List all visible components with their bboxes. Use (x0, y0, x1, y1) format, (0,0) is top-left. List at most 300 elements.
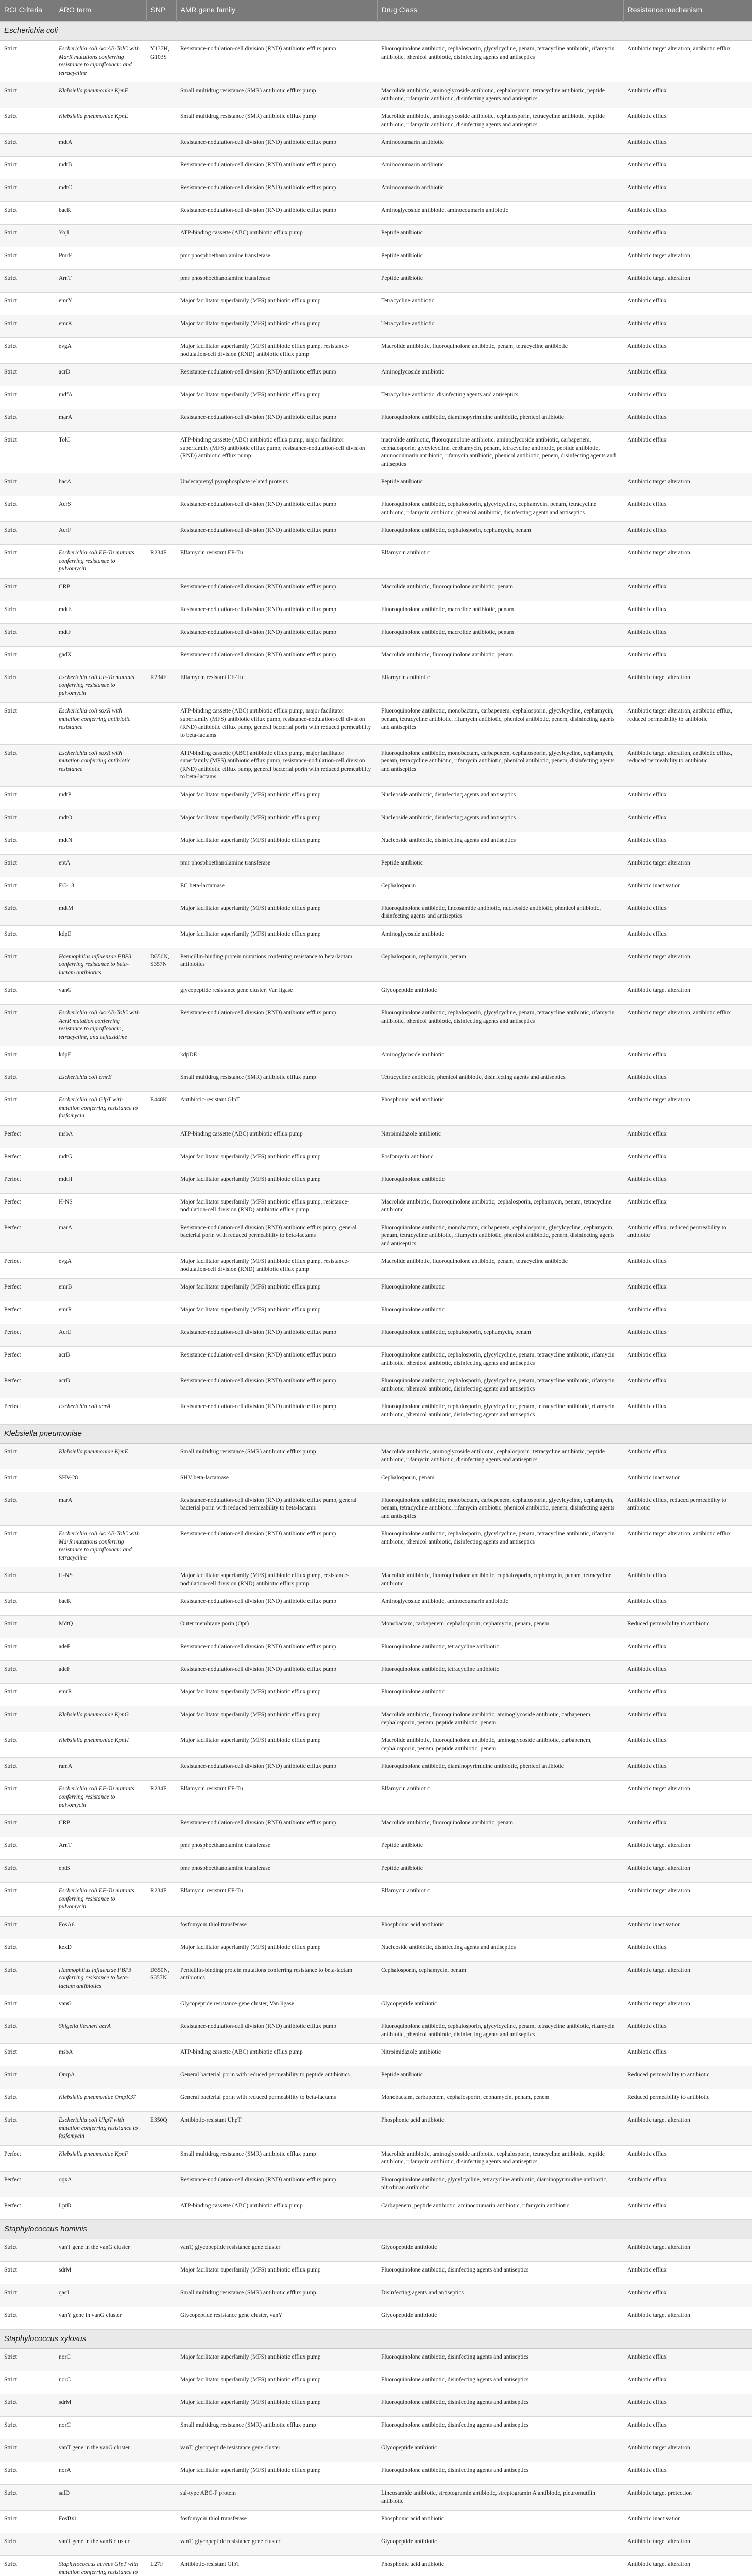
drug-class-cell: Aminocoumarin antibiotic (377, 179, 623, 202)
snp-cell (146, 1758, 176, 1781)
aro-term-cell: Escherichia coli EF-Tu mutants conferring resistance to pulvomycin (55, 545, 146, 579)
table-row (0, 522, 752, 545)
aro-term-cell: Shigella flexneri acrA (55, 2018, 146, 2044)
aro-term-cell: Klebsiella pneumoniae KpnE (55, 108, 146, 134)
drug-class-cell: Nucleoside antibiotic, disinfecting agents and antiseptics (377, 809, 623, 832)
aro-term-cell: acrB (55, 1347, 146, 1372)
table-row (0, 2485, 752, 2511)
snp-cell (146, 2284, 176, 2307)
snp-cell (146, 1171, 176, 1193)
snp-cell (146, 646, 176, 669)
resistance-mechanism-cell: Antibiotic efflux (623, 601, 752, 623)
snp-cell (146, 1815, 176, 1837)
aro-term-cell: kdpE (55, 1046, 146, 1069)
rgi-criteria-cell: Strict (0, 2533, 55, 2556)
rgi-criteria-cell: Perfect (0, 1324, 55, 1347)
table-row (0, 409, 752, 432)
resistance-mechanism-cell: Antibiotic efflux (623, 832, 752, 854)
resistance-mechanism-cell: Antibiotic target alteration (623, 270, 752, 293)
table-row (0, 809, 752, 832)
snp-cell (146, 2018, 176, 2044)
aro-term-cell: FosA6 (55, 1916, 146, 1939)
drug-class-cell: Fluoroquinolone antibiotic, cephalosporin, glycylcycline, cephamycin, penam, tetracycline antibiotic, rifamycin antibiotic, phenicol antibiotic, disinfecting agents and antiseptics (377, 496, 623, 522)
drug-class-cell: Glycopeptide antibiotic (377, 2239, 623, 2262)
amr-gene-family-cell: Elfamycin resistant EF-Tu (176, 1781, 377, 1815)
amr-gene-family-cell: Major facilitator superfamily (MFS) antibiotic efflux pump (176, 786, 377, 809)
amr-gene-family-cell: pmr phosphoethanolamine transferase (176, 854, 377, 877)
snp-cell: E350Q (146, 2112, 176, 2146)
drug-class-cell: Elfamycin antibiotic (377, 669, 623, 703)
drug-class-cell: Carbapenem, peptide antibiotic, aminocoumarin antibiotic, rifamycin antibiotic (377, 2197, 623, 2219)
aro-term-cell: Klebsiella pneumoniae KpnH (55, 1732, 146, 1758)
aro-term-cell: mdtN (55, 832, 146, 854)
amr-gene-family-cell: Major facilitator superfamily (MFS) antibiotic efflux pump (176, 1939, 377, 1961)
amr-gene-family-cell: Resistance-nodulation-cell division (RND) antibiotic efflux pump (176, 179, 377, 202)
resistance-mechanism-cell: Antibiotic efflux (623, 578, 752, 601)
snp-cell (146, 134, 176, 157)
snp-cell (146, 247, 176, 270)
table-row (0, 545, 752, 579)
drug-class-cell: Cephalosporin (377, 877, 623, 900)
rgi-criteria-cell: Strict (0, 669, 55, 703)
aro-term-cell: sdrM (55, 2262, 146, 2284)
table-row (0, 1732, 752, 1758)
aro-term-cell: ArnT (55, 1837, 146, 1860)
table-row (0, 2066, 752, 2089)
resistance-mechanism-cell: Antibiotic efflux (623, 108, 752, 134)
drug-class-cell: Macrolide antibiotic, fluoroquinolone antibiotic, penam (377, 1815, 623, 1837)
resistance-mechanism-cell: Antibiotic efflux (623, 1069, 752, 1092)
rgi-criteria-cell: Strict (0, 1492, 55, 1526)
aro-term-cell: Escherichia coli AcrAB-TolC with MarR mutations conferring resistance to ciprofloxacin and tetracycline (55, 1526, 146, 1567)
rgi-criteria-cell: Strict (0, 179, 55, 202)
amr-gene-family-cell: vanT, glycopeptide resistance gene cluster (176, 2439, 377, 2462)
resistance-mechanism-cell: Antibiotic target alteration (623, 1837, 752, 1860)
amr-gene-family-cell: Major facilitator superfamily (MFS) antibiotic efflux pump (176, 832, 377, 854)
resistance-mechanism-cell: Antibiotic efflux (623, 1593, 752, 1616)
aro-term-cell: Escherichia coli EF-Tu mutants conferring resistance to pulvomycin (55, 669, 146, 703)
amr-gene-family-cell: Small multidrug resistance (SMR) antibiotic efflux pump (176, 82, 377, 108)
aro-term-cell: vanT gene in the vanB cluster (55, 2533, 146, 2556)
drug-class-cell: Fluoroquinolone antibiotic, disinfecting agents and antiseptics (377, 2371, 623, 2394)
aro-term-cell: ArnT (55, 270, 146, 293)
resistance-mechanism-cell: Antibiotic inactivation (623, 2511, 752, 2533)
aro-term-cell: Escherichia coli soxR with mutation conferring antibiotic resistance (55, 744, 146, 786)
rgi-criteria-cell: Strict (0, 315, 55, 338)
rgi-criteria-cell: Strict (0, 2371, 55, 2394)
snp-cell (146, 578, 176, 601)
table-row (0, 1883, 752, 1917)
table-row (0, 1815, 752, 1837)
rgi-criteria-cell: Perfect (0, 1347, 55, 1372)
resistance-mechanism-cell: Antibiotic efflux, reduced permeability to antibiotic (623, 1219, 752, 1253)
amr-gene-family-cell: Glycopeptide resistance gene cluster, Van ligase (176, 1995, 377, 2018)
resistance-mechanism-cell: Antibiotic efflux (623, 364, 752, 386)
snp-cell (146, 832, 176, 854)
resistance-mechanism-cell: Antibiotic efflux (623, 1125, 752, 1148)
rgi-criteria-cell: Perfect (0, 1372, 55, 1398)
resistance-mechanism-cell: Antibiotic target alteration (623, 1883, 752, 1917)
rgi-criteria-cell: Strict (0, 2394, 55, 2417)
drug-class-cell: Tetracycline antibiotic, disinfecting agents and antiseptics (377, 386, 623, 409)
snp-cell (146, 2089, 176, 2112)
amr-gene-family-cell: Resistance-nodulation-cell division (RND) antibiotic efflux pump (176, 1347, 377, 1372)
aro-term-cell: Klebsiella pneumoniae KpnG (55, 1706, 146, 1732)
resistance-mechanism-cell: Antibiotic inactivation (623, 1469, 752, 1492)
aro-term-cell: MdtQ (55, 1616, 146, 1638)
resistance-mechanism-cell: Antibiotic target alteration (623, 2112, 752, 2146)
snp-cell (146, 1732, 176, 1758)
amr-gene-family-cell: SHV beta-lactamase (176, 1469, 377, 1492)
organism-group-row (0, 2219, 752, 2239)
rgi-criteria-cell: Strict (0, 2417, 55, 2439)
rgi-criteria-cell: Strict (0, 877, 55, 900)
aro-term-cell: kdpE (55, 925, 146, 948)
drug-class-cell: Macrolide antibiotic, fluoroquinolone antibiotic, aminoglycoside antibiotic, carbapenem, cephalosporin, penam, peptide antibiotic, penem (377, 1732, 623, 1758)
organism-name: Klebsiella pneumoniae (0, 1424, 752, 1443)
drug-class-cell: Macrolide antibiotic, aminoglycoside antibiotic, cephalosporin, tetracycline antibiotic, peptide antibiotic, rifamycin antibiotic, disinfecting agents and antiseptics (377, 82, 623, 108)
amr-gene-family-cell: Major facilitator superfamily (MFS) antibiotic efflux pump, resistance-nodulation-cell division (RND) antibiotic efflux pump (176, 1193, 377, 1219)
drug-class-cell: Fluoroquinolone antibiotic, macrolide antibiotic, penam (377, 601, 623, 623)
rgi-criteria-cell: Strict (0, 1661, 55, 1684)
aro-term-cell: OmpA (55, 2066, 146, 2089)
rgi-criteria-cell: Strict (0, 432, 55, 473)
rgi-criteria-cell: Perfect (0, 1148, 55, 1171)
drug-class-cell: Fluoroquinolone antibiotic, monobactam, carbapenem, cephalosporin, glycylcycline, cephamycin, penam, tetracycline antibiotic, rifamycin antibiotic, phenicol antibiotic, penem, disinfecting agents and antiseptics (377, 703, 623, 744)
resistance-mechanism-cell: Antibiotic efflux (623, 1567, 752, 1593)
table-header (0, 0, 752, 21)
amr-gene-family-cell: Major facilitator superfamily (MFS) antibiotic efflux pump (176, 2462, 377, 2485)
rgi-criteria-cell: Strict (0, 247, 55, 270)
aro-term-cell: acrB (55, 1372, 146, 1398)
snp-cell (146, 854, 176, 877)
aro-term-cell: PmrF (55, 247, 146, 270)
rgi-criteria-cell: Strict (0, 1732, 55, 1758)
aro-term-cell: mdtB (55, 157, 146, 179)
resistance-mechanism-cell: Antibiotic target protection (623, 2485, 752, 2511)
amr-gene-family-cell: Major facilitator superfamily (MFS) antibiotic efflux pump (176, 315, 377, 338)
amr-gene-family-cell: vanT, glycopeptide resistance gene cluster (176, 2533, 377, 2556)
resistance-mechanism-cell: Antibiotic efflux (623, 1661, 752, 1684)
rgi-criteria-cell: Strict (0, 409, 55, 432)
drug-class-cell: Fluoroquinolone antibiotic (377, 1301, 623, 1324)
amr-gene-family-cell: Resistance-nodulation-cell division (RND) antibiotic efflux pump (176, 1758, 377, 1781)
rgi-criteria-cell: Strict (0, 1567, 55, 1593)
drug-class-cell: Cephalosporin, cephamycin, penam (377, 1961, 623, 1995)
snp-cell (146, 2511, 176, 2533)
rgi-criteria-cell: Strict (0, 522, 55, 545)
amr-gene-family-cell: ATP-binding cassette (ABC) antibiotic efflux pump, major facilitator superfamily (MFS) antibiotic efflux pump, resistance-nodulation-cell division (RND) antibiotic efflux pump, general bacterial porin with reduced permeability to beta-lactams (176, 744, 377, 786)
snp-cell: R234F (146, 1883, 176, 1917)
drug-class-cell: Nucleoside antibiotic, disinfecting agents and antiseptics (377, 832, 623, 854)
resistance-mechanism-cell: Antibiotic target alteration, antibiotic efflux, reduced permeability to antibiotic (623, 703, 752, 744)
resistance-mechanism-cell: Antibiotic target alteration (623, 1995, 752, 2018)
amr-gene-family-cell: Penicillin-binding protein mutations conferring resistance to beta-lactam antibiotics (176, 948, 377, 982)
rgi-criteria-cell: Strict (0, 2239, 55, 2262)
table-row (0, 2262, 752, 2284)
table-row (0, 1469, 752, 1492)
aro-term-cell: TolC (55, 432, 146, 473)
table-row (0, 2417, 752, 2439)
amr-gene-family-cell: glycopeptide resistance gene cluster, Van ligase (176, 982, 377, 1005)
aro-term-cell: FosBx1 (55, 2511, 146, 2533)
aro-term-cell: mdtO (55, 809, 146, 832)
resistance-mechanism-cell: Antibiotic efflux (623, 179, 752, 202)
resistance-mechanism-cell: Antibiotic efflux (623, 432, 752, 473)
snp-cell (146, 157, 176, 179)
drug-class-cell: Fluoroquinolone antibiotic, glycylcycline, tetracycline antibiotic, diaminopyrimidine antibiotic, nitrofuran antibiotic (377, 2171, 623, 2197)
snp-cell (146, 1148, 176, 1171)
resistance-mechanism-cell: Antibiotic efflux (623, 409, 752, 432)
aro-term-cell: msbA (55, 1125, 146, 1148)
rgi-criteria-cell: Strict (0, 1995, 55, 2018)
snp-cell (146, 1616, 176, 1638)
resistance-mechanism-cell: Antibiotic efflux (623, 1398, 752, 1424)
drug-class-cell: Phosphonic acid antibiotic (377, 1916, 623, 1939)
drug-class-cell: Fluoroquinolone antibiotic, cephalosporin, cephamycin, penam (377, 522, 623, 545)
snp-cell (146, 2394, 176, 2417)
rgi-criteria-cell: Perfect (0, 1219, 55, 1253)
drug-class-cell: Macrolide antibiotic, fluoroquinolone antibiotic, penam (377, 646, 623, 669)
snp-cell (146, 2044, 176, 2066)
table-row (0, 832, 752, 854)
amr-gene-family-cell: ATP-binding cassette (ABC) antibiotic efflux pump (176, 1125, 377, 1148)
drug-class-cell: Fluoroquinolone antibiotic, cephalosporin, glycylcycline, penam, tetracycline antibiotic, rifamycin antibiotic, phenicol antibiotic, disinfecting agents and antiseptics (377, 1347, 623, 1372)
rgi-criteria-cell: Strict (0, 496, 55, 522)
drug-class-cell: Macrolide antibiotic, aminoglycoside antibiotic, cephalosporin, tetracycline antibiotic, peptide antibiotic, rifamycin antibiotic, disinfecting agents and antiseptics (377, 1443, 623, 1469)
rgi-criteria-cell: Perfect (0, 2171, 55, 2197)
snp-cell (146, 364, 176, 386)
drug-class-cell: Nucleoside antibiotic, disinfecting agents and antiseptics (377, 786, 623, 809)
aro-term-cell: Staphylococcus aureus GlpT with mutation conferring resistance to (55, 2556, 146, 2576)
drug-class-cell: Elfamycin antibiotic (377, 545, 623, 579)
drug-class-cell: Macrolide antibiotic, fluoroquinolone antibiotic, cephalosporin, cephamycin, penam, tetracycline antibiotic (377, 1193, 623, 1219)
aro-term-cell: emrK (55, 315, 146, 338)
resistance-mechanism-cell: Antibiotic target alteration (623, 2239, 752, 2262)
amr-gene-family-cell: Major facilitator superfamily (MFS) antibiotic efflux pump (176, 809, 377, 832)
table-row (0, 900, 752, 925)
snp-cell (146, 2371, 176, 2394)
aro-term-cell: mdtM (55, 900, 146, 925)
amr-gene-family-cell: Major facilitator superfamily (MFS) antibiotic efflux pump, resistance-nodulation-cell division (RND) antibiotic efflux pump (176, 1253, 377, 1279)
rgi-criteria-cell: Perfect (0, 1279, 55, 1301)
aro-term-cell: eptA (55, 854, 146, 877)
amr-gene-family-cell: Glycopeptide resistance gene cluster, vanY (176, 2307, 377, 2330)
snp-cell (146, 2066, 176, 2089)
rgi-criteria-cell: Strict (0, 2511, 55, 2533)
snp-cell (146, 2533, 176, 2556)
resistance-mechanism-cell: Antibiotic target alteration (623, 982, 752, 1005)
resistance-mechanism-cell: Antibiotic target alteration (623, 545, 752, 579)
snp-cell (146, 1995, 176, 2018)
aro-term-cell: Klebsiella pneumoniae KpnF (55, 82, 146, 108)
rgi-criteria-cell: Strict (0, 578, 55, 601)
amr-gene-family-cell: Major facilitator superfamily (MFS) antibiotic efflux pump (176, 1706, 377, 1732)
table-row (0, 877, 752, 900)
resistance-mechanism-cell: Antibiotic efflux (623, 2284, 752, 2307)
aro-term-cell: YojI (55, 225, 146, 247)
aro-term-cell: CRP (55, 1815, 146, 1837)
amr-gene-family-cell: Outer membrane porin (Opr) (176, 1616, 377, 1638)
snp-cell (146, 982, 176, 1005)
rgi-criteria-cell: Strict (0, 1939, 55, 1961)
snp-cell (146, 473, 176, 496)
snp-cell: L27F (146, 2556, 176, 2576)
rgi-criteria-cell: Strict (0, 703, 55, 744)
rgi-criteria-cell: Strict (0, 1526, 55, 1567)
resistance-mechanism-cell: Reduced permeability to antibiotic (623, 1616, 752, 1638)
table-row (0, 1443, 752, 1469)
aro-term-cell: mdtP (55, 786, 146, 809)
drug-class-cell: Tetracycline antibiotic (377, 293, 623, 315)
aro-term-cell: norC (55, 2349, 146, 2371)
table-row (0, 2462, 752, 2485)
drug-class-cell: Fluoroquinolone antibiotic, disinfecting agents and antiseptics (377, 2349, 623, 2371)
table-row (0, 202, 752, 225)
drug-class-cell: Phosphonic acid antibiotic (377, 2511, 623, 2533)
drug-class-cell: Monobactam, carbapenem, cephalosporin, cephamycin, penam, penem (377, 1616, 623, 1638)
amr-gene-family-cell: fosfomycin thiol transferase (176, 1916, 377, 1939)
table-row (0, 315, 752, 338)
table-row (0, 2284, 752, 2307)
drug-class-cell: Fluoroquinolone antibiotic, monobactam, carbapenem, cephalosporin, glycylcycline, cephamycin, penam, tetracycline antibiotic, rifamycin antibiotic, phenicol antibiotic, penem, disinfecting agents and antiseptics (377, 744, 623, 786)
drug-class-cell: Fluoroquinolone antibiotic (377, 1171, 623, 1193)
table-row (0, 2171, 752, 2197)
drug-class-cell: Fluoroquinolone antibiotic, cephalosporin, cephamycin, penam (377, 1324, 623, 1347)
amr-gene-family-cell: Major facilitator superfamily (MFS) antibiotic efflux pump (176, 2349, 377, 2371)
amr-gene-family-cell: Resistance-nodulation-cell division (RND) antibiotic efflux pump (176, 623, 377, 646)
snp-cell (146, 1567, 176, 1593)
resistance-mechanism-cell: Antibiotic efflux (623, 1347, 752, 1372)
aro-term-cell: AcrE (55, 1324, 146, 1347)
snp-cell (146, 1469, 176, 1492)
amr-gene-family-cell: Major facilitator superfamily (MFS) antibiotic efflux pump (176, 1279, 377, 1301)
aro-term-cell: SHV-28 (55, 1469, 146, 1492)
amr-gene-family-cell: Major facilitator superfamily (MFS) antibiotic efflux pump (176, 2262, 377, 2284)
resistance-mechanism-cell: Antibiotic target alteration (623, 669, 752, 703)
table-row (0, 1193, 752, 1219)
rgi-criteria-cell: Strict (0, 925, 55, 948)
aro-term-cell: vanT gene in the vanG cluster (55, 2239, 146, 2262)
rgi-criteria-cell: Strict (0, 225, 55, 247)
drug-class-cell: Fluoroquinolone antibiotic, lincosamide antibiotic, nucleoside antibiotic, phenicol antibiotic, disinfecting agents and antiseptics (377, 900, 623, 925)
aro-term-cell: baeR (55, 1593, 146, 1616)
drug-class-cell: Fluoroquinolone antibiotic, disinfecting agents and antiseptics (377, 2394, 623, 2417)
drug-class-cell: Fluoroquinolone antibiotic, tetracycline antibiotic (377, 1638, 623, 1661)
amr-gene-family-cell: Major facilitator superfamily (MFS) antibiotic efflux pump, resistance-nodulation-cell division (RND) antibiotic efflux pump (176, 338, 377, 364)
amr-gene-family-cell: Major facilitator superfamily (MFS) antibiotic efflux pump (176, 900, 377, 925)
rgi-criteria-cell: Strict (0, 386, 55, 409)
resistance-mechanism-cell: Antibiotic efflux (623, 1046, 752, 1069)
col-header-aro-term: ARO term (55, 0, 146, 21)
resistance-mechanism-cell: Antibiotic efflux (623, 623, 752, 646)
drug-class-cell: Fosfomycin antibiotic (377, 1148, 623, 1171)
drug-class-cell: Peptide antibiotic (377, 270, 623, 293)
table-row (0, 2089, 752, 2112)
rgi-criteria-cell: Strict (0, 2307, 55, 2330)
drug-class-cell: Nitroimidazole antibiotic (377, 1125, 623, 1148)
table-row (0, 1916, 752, 1939)
snp-cell (146, 1219, 176, 1253)
resistance-mechanism-cell: Antibiotic efflux (623, 786, 752, 809)
rgi-criteria-cell: Strict (0, 1860, 55, 1883)
drug-class-cell: Peptide antibiotic (377, 473, 623, 496)
table-row (0, 1301, 752, 1324)
drug-class-cell: Fluoroquinolone antibiotic, monobactam, carbapenem, cephalosporin, glycylcycline, cephamycin, penam, tetracycline antibiotic, rifamycin antibiotic, phenicol antibiotic, penem, disinfecting agents and antiseptics (377, 1219, 623, 1253)
drug-class-cell: Phosphonic acid antibiotic (377, 2112, 623, 2146)
drug-class-cell: Aminocoumarin antibiotic (377, 134, 623, 157)
drug-class-cell: macrolide antibiotic, fluoroquinolone antibiotic, aminoglycoside antibiotic, carbapenem, cephalosporin, glycylcycline, cephamycin, penam, tetracycline antibiotic, peptide antibiotic, aminocoumarin antibiotic, rifamycin antibiotic, phenicol antibiotic, penem, disinfecting agents and antiseptics (377, 432, 623, 473)
aro-term-cell: bacA (55, 473, 146, 496)
drug-class-cell: Glycopeptide antibiotic (377, 2307, 623, 2330)
amr-gene-family-cell: Antibiotic-resistant GlpT (176, 2556, 377, 2576)
table-row (0, 1069, 752, 1092)
snp-cell (146, 1347, 176, 1372)
table-row (0, 2044, 752, 2066)
snp-cell (146, 2485, 176, 2511)
snp-cell (146, 2197, 176, 2219)
drug-class-cell: Tetracycline antibiotic, phenicol antibiotic, disinfecting agents and antiseptics (377, 1069, 623, 1092)
drug-class-cell: Fluoroquinolone antibiotic, tetracycline antibiotic (377, 1661, 623, 1684)
table-row (0, 1837, 752, 1860)
resistance-mechanism-cell: Antibiotic efflux (623, 293, 752, 315)
aro-term-cell: Klebsiella pneumoniae OmpK37 (55, 2089, 146, 2112)
amr-gene-family-cell: Major facilitator superfamily (MFS) antibiotic efflux pump (176, 1171, 377, 1193)
aro-term-cell: mdtE (55, 601, 146, 623)
table-row (0, 473, 752, 496)
table-row (0, 2511, 752, 2533)
aro-term-cell: eptB (55, 1860, 146, 1883)
resistance-mechanism-cell: Antibiotic inactivation (623, 1916, 752, 1939)
amr-gene-family-cell: Resistance-nodulation-cell division (RND) antibiotic efflux pump (176, 522, 377, 545)
table-row (0, 2018, 752, 2044)
drug-class-cell: Fluoroquinolone antibiotic, cephalosporin, glycylcycline, penam, tetracycline antibiotic, rifamycin antibiotic, phenicol antibiotic, disinfecting agents and antiseptics (377, 1372, 623, 1398)
table-row (0, 646, 752, 669)
snp-cell (146, 1324, 176, 1347)
resistance-mechanism-cell: Antibiotic efflux (623, 2262, 752, 2284)
drug-class-cell: Peptide antibiotic (377, 225, 623, 247)
table-row (0, 108, 752, 134)
rgi-criteria-cell: Strict (0, 1638, 55, 1661)
amr-gene-family-cell: Resistance-nodulation-cell division (RND) antibiotic efflux pump (176, 1398, 377, 1424)
amr-gene-family-cell: Major facilitator superfamily (MFS) antibiotic efflux pump (176, 1732, 377, 1758)
amr-gene-family-cell: ATP-binding cassette (ABC) antibiotic efflux pump (176, 2197, 377, 2219)
rgi-criteria-cell: Strict (0, 809, 55, 832)
amr-gene-family-cell: Resistance-nodulation-cell division (RND) antibiotic efflux pump (176, 496, 377, 522)
amr-gene-family-cell: Antibiotic-resistant UhpT (176, 2112, 377, 2146)
aro-term-cell: Klebsiella pneumoniae KpnF (55, 2145, 146, 2171)
rgi-criteria-cell: Perfect (0, 1253, 55, 1279)
amr-gene-family-cell: pmr phosphoethanolamine transferase (176, 1837, 377, 1860)
rgi-criteria-cell: Strict (0, 744, 55, 786)
rgi-criteria-cell: Strict (0, 786, 55, 809)
rgi-criteria-cell: Strict (0, 2262, 55, 2284)
aro-term-cell: AcrS (55, 496, 146, 522)
rgi-criteria-cell: Strict (0, 2349, 55, 2371)
amr-gene-family-cell: Major facilitator superfamily (MFS) antibiotic efflux pump (176, 1148, 377, 1171)
rgi-criteria-cell: Strict (0, 545, 55, 579)
resistance-mechanism-cell: Antibiotic efflux (623, 2145, 752, 2171)
rgi-criteria-cell: Strict (0, 41, 55, 82)
aro-term-cell: H-NS (55, 1567, 146, 1593)
table-row (0, 1961, 752, 1995)
amr-gene-family-cell: Resistance-nodulation-cell division (RND) antibiotic efflux pump (176, 1815, 377, 1837)
drug-class-cell: Macrolide antibiotic, fluoroquinolone antibiotic, penam, tetracycline antibiotic (377, 1253, 623, 1279)
snp-cell (146, 900, 176, 925)
table-row (0, 2145, 752, 2171)
drug-class-cell: Aminoglycoside antibiotic, aminocoumarin antibiotic (377, 1593, 623, 1616)
drug-class-cell: Aminoglycoside antibiotic, aminocoumarin antibiotic (377, 202, 623, 225)
